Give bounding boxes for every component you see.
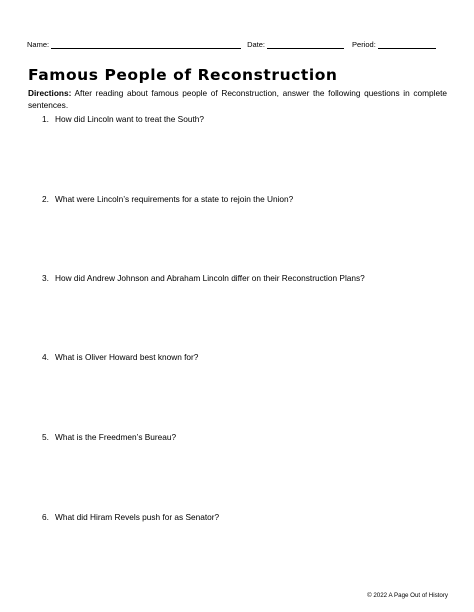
question-2 <box>42 194 293 204</box>
question-text: How did Lincoln want to treat the South? <box>55 114 204 124</box>
question-6 <box>42 512 219 522</box>
name-label: Name: <box>27 40 50 49</box>
date-blank[interactable] <box>267 40 344 49</box>
question-1 <box>42 114 204 124</box>
question-text: What did Hiram Revels push for as Senator? <box>55 512 220 522</box>
question-3 <box>42 273 365 283</box>
period-label: Period: <box>352 40 376 49</box>
question-text: What were Lincoln’s requirements for a state to rejoin the Union? <box>55 194 294 204</box>
worksheet-title: Famous People of Reconstruction <box>28 66 338 84</box>
directions-text: After reading about famous people of Reconstruction, answer the following questions in complete sentences. <box>28 88 447 110</box>
question-text: What is Oliver Howard best known for? <box>55 352 199 362</box>
question-text: How did Andrew Johnson and Abraham Lincoln differ on their Reconstruction Plans? <box>55 273 365 283</box>
directions-label: Directions: <box>28 88 72 98</box>
name-blank[interactable] <box>51 40 241 49</box>
question-number: 6. <box>42 512 49 522</box>
copyright-notice: © 2022 A Page Out of History <box>367 592 448 599</box>
student-info-header <box>27 40 447 49</box>
question-number: 1. <box>42 114 49 124</box>
question-5 <box>42 432 176 442</box>
period-blank[interactable] <box>378 40 436 49</box>
question-number: 2. <box>42 194 49 204</box>
question-4 <box>42 352 198 362</box>
question-number: 4. <box>42 352 49 362</box>
question-number: 5. <box>42 432 49 442</box>
date-label: Date: <box>247 40 266 49</box>
directions <box>28 88 447 111</box>
question-text: What is the Freedmen’s Bureau? <box>55 432 177 442</box>
question-number: 3. <box>42 273 49 283</box>
